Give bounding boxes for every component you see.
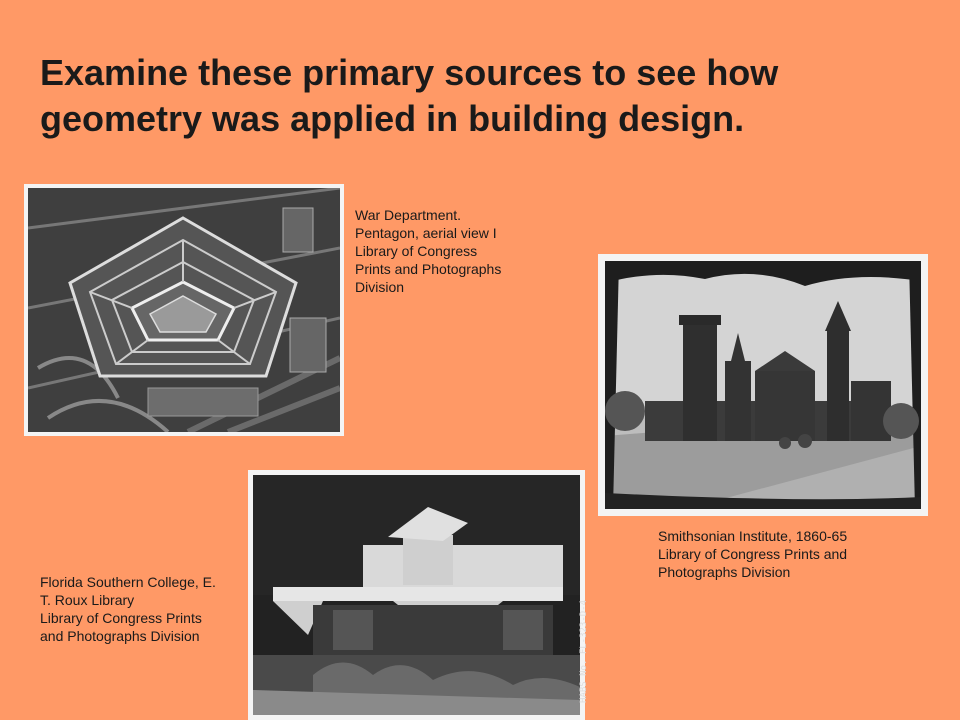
film-label: HABS No. FL-323-D-4 bbox=[579, 600, 589, 703]
roux-library-caption-title: Florida Southern College, E. T. Roux Library bbox=[40, 574, 216, 608]
smithsonian-caption-source: Library of Congress Prints and Photographs Division bbox=[658, 546, 848, 580]
smithsonian-caption-title: Smithsonian Institute, 1860-65 bbox=[658, 528, 848, 544]
pentagon-aerial-photo bbox=[24, 184, 344, 436]
pentagon-caption-title: War Department. Pentagon, aerial view I bbox=[355, 207, 497, 241]
smithsonian-castle-photo bbox=[598, 254, 928, 516]
pentagon-caption-source: Library of Congress Prints and Photographs Division bbox=[355, 243, 502, 295]
slide-title: Examine these primary sources to see how geometry was applied in building design. bbox=[40, 52, 779, 139]
smithsonian-image bbox=[605, 261, 921, 509]
smithsonian-caption bbox=[658, 527, 918, 581]
roux-library-caption bbox=[40, 573, 245, 645]
pentagon-caption bbox=[355, 206, 555, 296]
roux-library-image bbox=[253, 475, 580, 715]
roux-library-caption-source: Library of Congress Prints and Photographs Division bbox=[40, 610, 202, 644]
roux-library-photo bbox=[248, 470, 589, 720]
pentagon-image bbox=[28, 188, 340, 432]
